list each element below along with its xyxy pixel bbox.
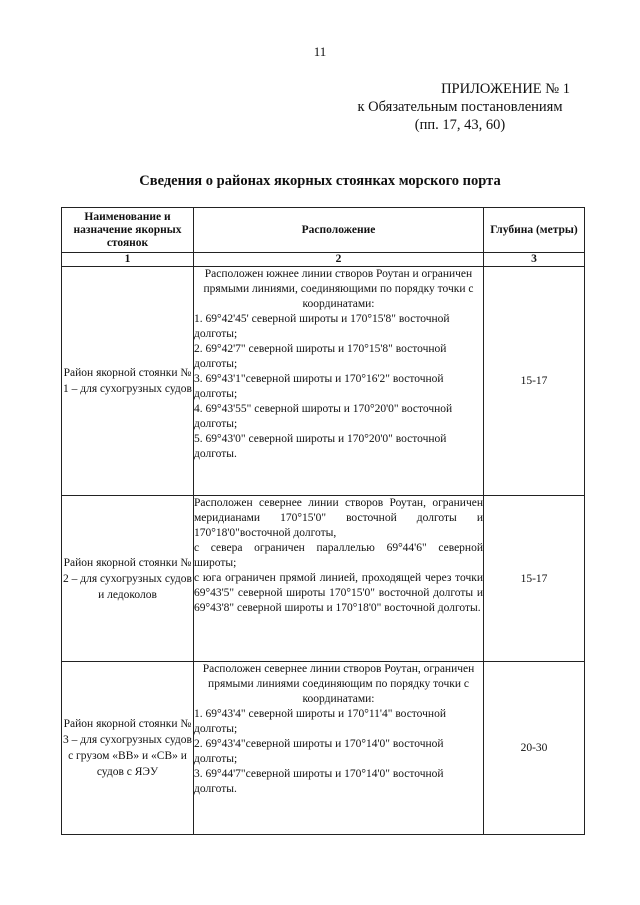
boundary-line: с юга ограничен прямой линией, проходящей через точки 69°43'5" северной широты 170°15'0" восточной долготы и 69°43'8" северной широты и 170°18'0" восточной долготы. <box>194 572 483 614</box>
anchorage-depth: 15-17 <box>484 267 585 496</box>
location-intro: Расположен севернее линии створов Роутан, ограничен меридианами 170°15'0" восточной долготы и 170°18'0"восточной долготы, <box>194 497 483 539</box>
column-number: 2 <box>194 253 484 267</box>
header-location: Расположение <box>194 208 484 253</box>
coordinate-point: 1. 69°43'4" северной широты и 170°11'4" восточной долготы; <box>194 708 446 735</box>
location-intro: Расположен южнее линии створов Роутан и ограничен прямыми линиями, соединяющими по порядку точки с координатами: <box>203 268 474 310</box>
column-number-row <box>62 253 585 267</box>
appendix-title: ПРИЛОЖЕНИЕ № 1 <box>441 81 570 97</box>
page-number: 11 <box>313 44 327 59</box>
column-number: 1 <box>62 253 194 267</box>
anchorage-location <box>194 662 484 835</box>
anchorage-location <box>194 267 484 496</box>
coordinate-point: 4. 69°43'55" северной широты и 170°20'0" восточной долготы; <box>194 403 453 430</box>
anchorage-name: Район якорной стоянки № 1 – для сухогрузных судов <box>62 267 194 496</box>
boundary-line: с севера ограничен параллелью 69°44'6" северной широты; <box>194 542 483 569</box>
coordinate-point: 3. 69°43'1"северной широты и 170°16'2" восточной долготы; <box>194 373 444 400</box>
coordinate-point: 2. 69°43'4"северной широты и 170°14'0" восточной долготы; <box>194 738 444 765</box>
anchorage-depth: 20-30 <box>484 662 585 835</box>
coordinate-point: 5. 69°43'0" северной широты и 170°20'0" восточной долготы. <box>194 433 447 460</box>
table-row <box>62 496 585 662</box>
table-row <box>62 662 585 835</box>
appendix-paragraphs: (пп. 17, 43, 60) <box>414 117 506 133</box>
appendix-header <box>310 80 570 134</box>
header-depth: Глубина (метры) <box>484 208 585 253</box>
coordinate-point: 3. 69°44'7"северной широты и 170°14'0" восточной долготы. <box>194 768 444 795</box>
coordinate-point: 2. 69°42'7" северной широты и 170°15'8" восточной долготы; <box>194 343 447 370</box>
anchorage-name: Район якорной стоянки № 3 – для сухогрузных судов с грузом «ВВ» и «СВ» и судов с ЯЭУ <box>62 662 194 835</box>
table-header-row <box>62 208 585 253</box>
header-name: Наименование и назначение якорных стоянок <box>62 208 194 253</box>
table-row <box>62 267 585 496</box>
appendix-reference: к Обязательным постановлениям <box>357 99 563 115</box>
coordinate-point: 1. 69°42'45' северной широты и 170°15'8" восточной долготы; <box>194 313 450 340</box>
column-number: 3 <box>484 253 585 267</box>
document-title: Сведения о районах якорных стоянках морского порта <box>139 173 501 189</box>
location-intro: Расположен севернее линии створов Роутан, ограничен прямыми линиями соединяющим по порядку точки с координатами: <box>202 663 475 705</box>
anchorage-name: Район якорной стоянки № 2 – для сухогрузных судов и ледоколов <box>62 496 194 662</box>
anchorage-location <box>194 496 484 662</box>
anchorage-depth: 15-17 <box>484 496 585 662</box>
anchorage-table <box>61 207 585 835</box>
